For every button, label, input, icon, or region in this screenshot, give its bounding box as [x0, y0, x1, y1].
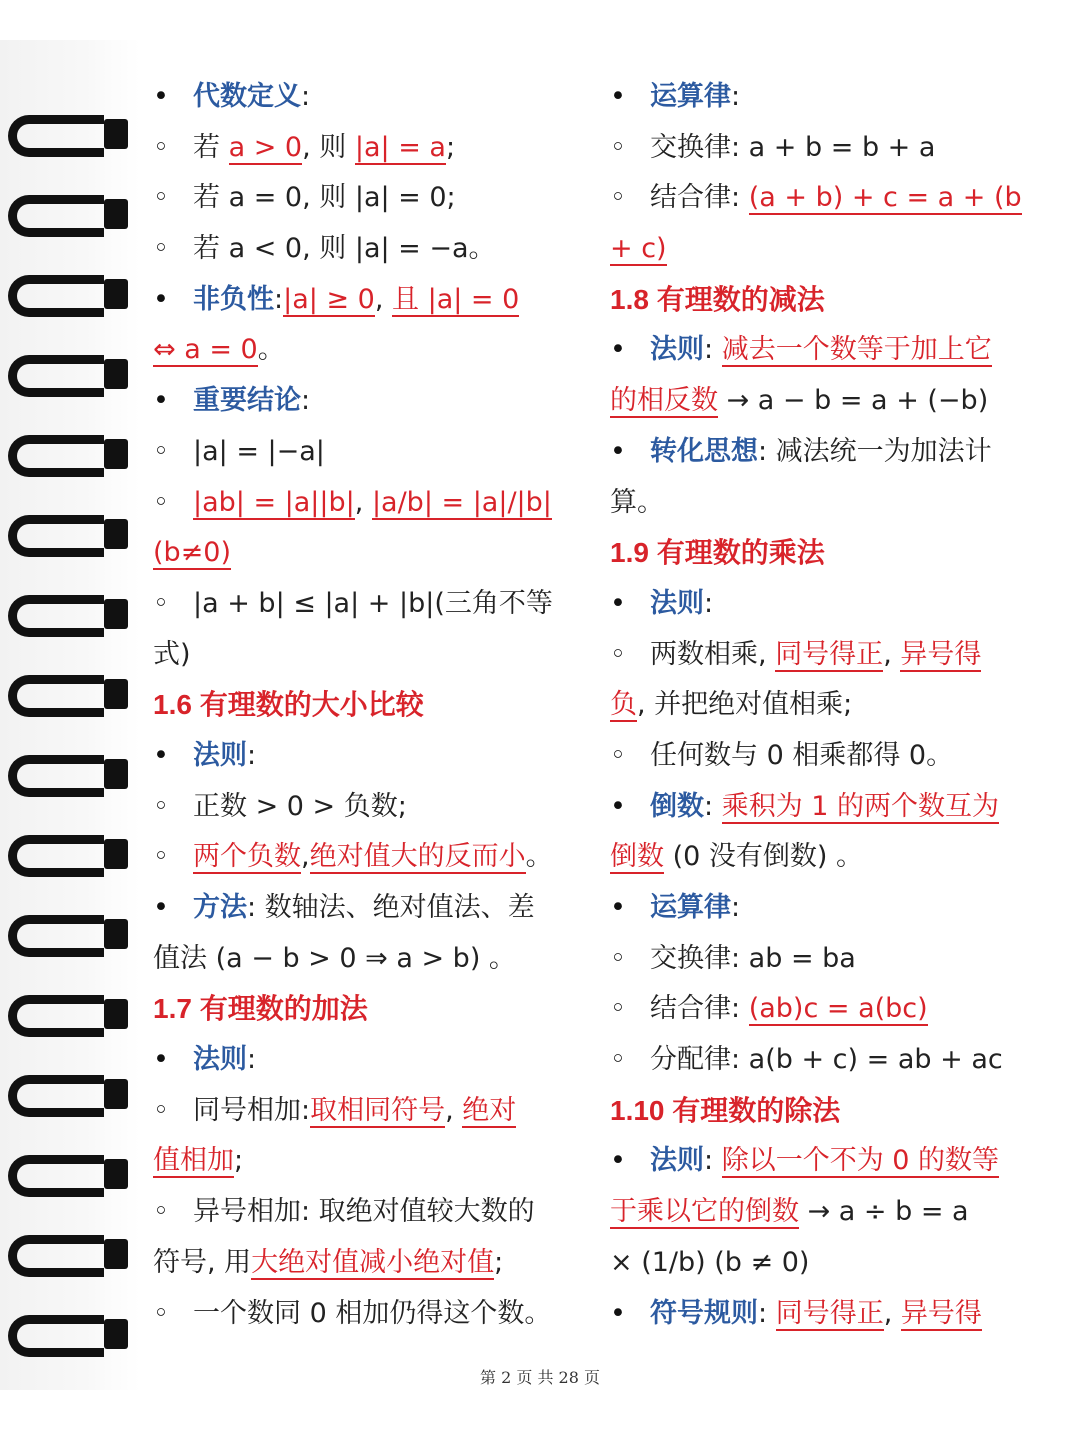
- text: :: [247, 1044, 257, 1076]
- line: [153, 478, 577, 529]
- text: ,: [374, 283, 384, 315]
- section-heading: 1.8 有理数的减法: [610, 283, 825, 315]
- binding-ring: [8, 995, 126, 1045]
- term: 运算律: [650, 892, 731, 923]
- line: [610, 883, 1034, 934]
- line: [153, 528, 577, 579]
- binding-ring: [8, 675, 126, 725]
- line: [610, 325, 1034, 376]
- line: [153, 376, 577, 427]
- line: [153, 1136, 577, 1187]
- highlight: |ab| = |a||b|: [193, 486, 355, 518]
- line: [153, 325, 577, 376]
- line: [610, 934, 1034, 985]
- line: [153, 579, 577, 630]
- line: [153, 427, 577, 478]
- line: [610, 1136, 1034, 1187]
- section-heading: 1.9 有理数的乘法: [610, 537, 825, 569]
- line: [153, 630, 577, 681]
- bullet: ◦: [153, 1196, 169, 1228]
- bullet: •: [610, 1297, 626, 1329]
- term: 符号规则: [650, 1297, 758, 1329]
- highlight: 值相加: [153, 1145, 234, 1177]
- bullet: •: [610, 790, 626, 822]
- text: :: [704, 587, 714, 619]
- text: : 数轴法、绝对值法、差: [247, 892, 535, 923]
- term: 转化思想: [650, 435, 758, 467]
- bullet: ◦: [153, 790, 169, 822]
- highlight: 同号得正: [775, 638, 884, 670]
- binding-ring: [8, 915, 126, 965]
- binding-ring: [8, 1075, 126, 1125]
- term: 重要结论: [193, 385, 301, 417]
- highlight: 减去一个数等于加上它: [721, 334, 992, 366]
- text: 。: [525, 841, 553, 873]
- line: [610, 427, 1034, 478]
- line: [153, 1035, 577, 1086]
- text: 结合律:: [650, 993, 741, 1025]
- bullet: •: [610, 1145, 626, 1177]
- line: [610, 173, 1034, 224]
- highlight: 大绝对值减小绝对值: [251, 1246, 495, 1278]
- bullet: ◦: [153, 486, 169, 518]
- line: [610, 630, 1034, 681]
- text: ,: [883, 638, 892, 670]
- term: 倒数: [650, 790, 704, 822]
- line: [610, 579, 1034, 630]
- line: [610, 224, 1034, 275]
- spiral-binding: [0, 40, 140, 1390]
- highlight: + c): [610, 233, 667, 265]
- term: 方法: [193, 892, 247, 923]
- bullet: •: [153, 892, 169, 923]
- line: [153, 72, 577, 123]
- highlight: ⇔ a = 0: [153, 334, 258, 366]
- highlight: |a| = a: [354, 131, 446, 163]
- binding-ring: [8, 595, 126, 645]
- bullet: •: [610, 892, 626, 923]
- line: [153, 782, 577, 833]
- text: :: [758, 1297, 768, 1329]
- text: 符号, 用: [153, 1246, 252, 1278]
- highlight: 绝对值大的反而小: [309, 841, 526, 873]
- text: ,: [883, 1297, 893, 1329]
- text: → a − b = a + (−b): [726, 385, 989, 417]
- term: 法则: [650, 1145, 704, 1177]
- line: [153, 275, 577, 326]
- highlight: 于乘以它的倒数: [610, 1196, 799, 1228]
- text: 若: [193, 131, 220, 163]
- binding-ring: [8, 1155, 126, 1205]
- bullet: •: [610, 81, 626, 112]
- bullet: ◦: [610, 131, 626, 163]
- highlight: |a/b| = |a|/|b|: [371, 486, 552, 518]
- bullet: ◦: [153, 841, 169, 873]
- text: × (1/b) (b ≠ 0): [610, 1246, 810, 1278]
- text: → a ÷ b = a: [807, 1196, 969, 1228]
- text: :: [731, 892, 741, 923]
- bullet: ◦: [153, 435, 169, 467]
- text: 一个数同 0 相加仍得这个数。: [193, 1297, 552, 1329]
- term: 法则: [650, 587, 704, 619]
- line: [153, 1187, 577, 1238]
- binding-ring: [8, 1235, 126, 1285]
- section-heading: 1.10 有理数的除法: [610, 1094, 841, 1126]
- text: 任何数与 0 相乘都得 0。: [650, 739, 954, 771]
- text: ,: [301, 841, 310, 873]
- line: [610, 72, 1034, 123]
- bullet: •: [153, 385, 169, 417]
- highlight: (b≠0): [153, 537, 232, 569]
- text: 同号相加:: [193, 1094, 311, 1126]
- text: :: [704, 1145, 714, 1177]
- text: 正数 > 0 > 负数;: [193, 790, 407, 822]
- text: 结合律:: [650, 182, 741, 214]
- page-number: 第 2 页 共 28 页: [480, 1368, 600, 1387]
- highlight: 绝对: [462, 1094, 517, 1126]
- bullet: ◦: [610, 638, 626, 670]
- line: [610, 1289, 1034, 1340]
- highlight: 除以一个不为 0 的数等: [721, 1145, 1000, 1177]
- line: [153, 1086, 577, 1137]
- line: [610, 123, 1034, 174]
- right-column: [610, 72, 1034, 1339]
- highlight: 取相同符号: [310, 1094, 446, 1126]
- text: 算。: [610, 486, 664, 518]
- text: ,: [445, 1094, 454, 1126]
- line: [610, 478, 1034, 529]
- bullet: ◦: [153, 182, 169, 214]
- line: [610, 376, 1034, 427]
- line: [610, 731, 1034, 782]
- line: [153, 832, 577, 883]
- bullet: •: [153, 1044, 169, 1076]
- bullet: •: [153, 283, 169, 315]
- text: (0 没有倒数) 。: [672, 841, 864, 873]
- highlight: a > 0: [228, 131, 303, 163]
- section-heading: 1.7 有理数的加法: [153, 993, 368, 1025]
- text: 。: [257, 334, 285, 366]
- text: :: [301, 81, 311, 112]
- text: 两数相乘,: [650, 638, 767, 670]
- text: , 则: [302, 131, 347, 163]
- term: 法则: [650, 334, 704, 366]
- text: 值法 (a − b > 0 ⇒ a > b) 。: [153, 942, 516, 974]
- line: [153, 1289, 577, 1340]
- highlight: (a + b) + c = a + (b: [748, 182, 1022, 214]
- binding-ring: [8, 275, 126, 325]
- term: 法则: [193, 1044, 247, 1076]
- line: [610, 1035, 1034, 1086]
- bullet: ◦: [610, 182, 626, 214]
- bullet: ◦: [153, 587, 169, 619]
- bullet: •: [610, 435, 626, 467]
- binding-ring: [8, 195, 126, 245]
- highlight: 乘积为 1 的两个数互为: [721, 790, 1000, 822]
- highlight: 异号得: [900, 1297, 982, 1329]
- term: 法则: [193, 739, 247, 771]
- highlight: |a| ≥ 0: [283, 283, 375, 315]
- line: [153, 883, 577, 934]
- line: [153, 173, 577, 224]
- highlight: 的相反数: [610, 385, 718, 417]
- text: 式): [153, 638, 191, 670]
- line: [610, 782, 1034, 833]
- line: [153, 731, 577, 782]
- text: ;: [234, 1145, 244, 1177]
- section-heading: 1.6 有理数的大小比较: [153, 689, 424, 721]
- text: 交换律: ab = ba: [650, 942, 856, 974]
- text: |a| = |−a|: [193, 435, 325, 467]
- text: :: [274, 283, 284, 315]
- bullet: ◦: [153, 1094, 169, 1126]
- bullet: •: [610, 334, 626, 366]
- line: [610, 680, 1034, 731]
- highlight: 且 |a| = 0: [392, 283, 520, 315]
- bullet: ◦: [153, 1297, 169, 1329]
- highlight: 异号得: [900, 638, 982, 670]
- bullet: ◦: [610, 1044, 626, 1076]
- highlight: 负: [610, 689, 637, 721]
- line: [153, 123, 577, 174]
- bullet: ◦: [153, 233, 169, 265]
- text: :: [704, 790, 714, 822]
- line: [610, 984, 1034, 1035]
- highlight: (ab)c = a(bc): [748, 993, 928, 1025]
- term: 代数定义: [193, 81, 301, 112]
- text: : 减法统一为加法计: [758, 435, 992, 467]
- bullet: •: [153, 739, 169, 771]
- binding-ring: [8, 435, 126, 485]
- text: :: [731, 81, 741, 112]
- binding-ring: [8, 835, 126, 885]
- binding-ring: [8, 355, 126, 405]
- line: [153, 224, 577, 275]
- term: 运算律: [650, 81, 731, 112]
- text: 交换律: a + b = b + a: [650, 131, 936, 163]
- text: :: [247, 739, 257, 771]
- bullet: •: [610, 587, 626, 619]
- bullet: ◦: [610, 942, 626, 974]
- bullet: ◦: [153, 131, 169, 163]
- bullet: ◦: [610, 993, 626, 1025]
- left-column: [153, 72, 577, 1339]
- highlight: 同号得正: [775, 1297, 884, 1329]
- text: ,: [354, 486, 364, 518]
- text: ;: [445, 131, 456, 163]
- text: :: [301, 385, 311, 417]
- bullet: •: [153, 81, 169, 112]
- text: 若 a < 0, 则 |a| = −a。: [193, 233, 496, 265]
- line: [610, 1187, 1034, 1238]
- text: , 并把绝对值相乘;: [637, 689, 853, 721]
- highlight: 两个负数: [193, 841, 301, 873]
- line: [610, 832, 1034, 883]
- binding-ring: [8, 1315, 126, 1365]
- binding-ring: [8, 115, 126, 165]
- binding-ring: [8, 515, 126, 565]
- text: ;: [494, 1246, 504, 1278]
- line: [153, 1238, 577, 1289]
- highlight: 倒数: [610, 841, 664, 873]
- text: 分配律: a(b + c) = ab + ac: [650, 1044, 1003, 1076]
- text: 若 a = 0, 则 |a| = 0;: [193, 182, 456, 214]
- line: [153, 934, 577, 985]
- text: 异号相加: 取绝对值较大数的: [193, 1196, 535, 1228]
- text: :: [704, 334, 714, 366]
- binding-ring: [8, 755, 126, 805]
- term: 非负性: [193, 283, 274, 315]
- text: |a + b| ≤ |a| + |b|(三角不等: [193, 587, 553, 619]
- line: [610, 1238, 1034, 1289]
- bullet: ◦: [610, 739, 626, 771]
